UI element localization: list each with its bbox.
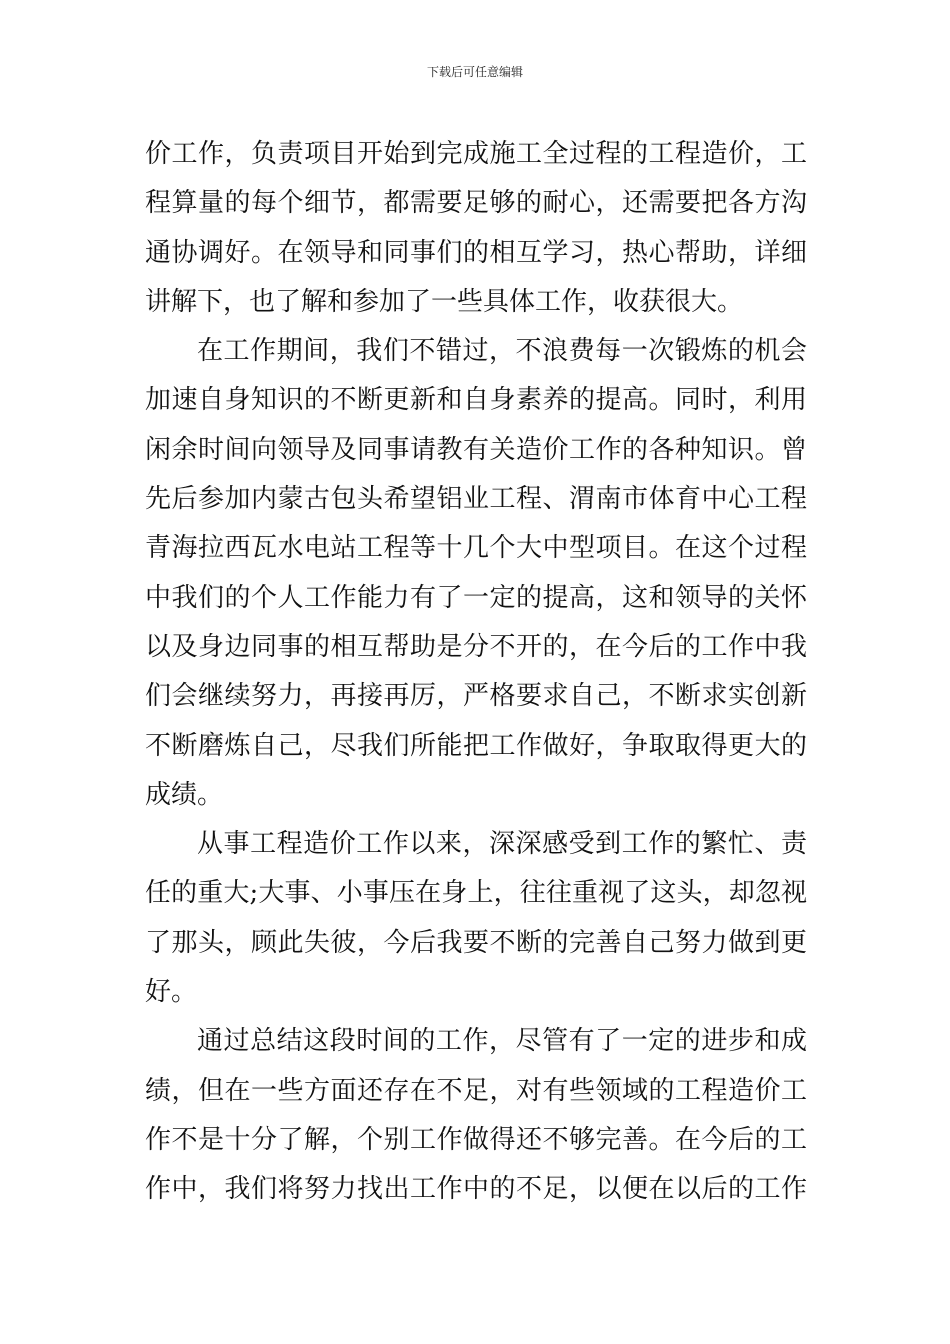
text-line: 在工作期间，我们不错过，不浪费每一次锻炼的机会	[197, 336, 807, 367]
text-line: 以及身边同事的相互帮助是分不开的，在今后的工作中我	[145, 631, 807, 662]
text-line: 成绩。	[145, 779, 224, 810]
text-line: 中我们的个人工作能力有了一定的提高，这和领导的关怀	[145, 582, 807, 613]
text-line: 价工作，负责项目开始到完成施工全过程的工程造价，工	[145, 139, 807, 169]
document-body	[145, 130, 807, 1215]
text-line: 从事工程造价工作以来，深深感受到工作的繁忙、责	[197, 829, 807, 860]
text-line: 加速自身知识的不断更新和自身素养的提高。同时，利用	[145, 385, 807, 416]
text-line: 青海拉西瓦水电站工程等十几个大中型项目。在这个过程	[145, 533, 807, 564]
text-line: 闲余时间向领导及同事请教有关造价工作的各种知识。曾	[145, 434, 807, 465]
page-header: 下载后可任意编辑	[426, 65, 523, 79]
text-line: 任的重大;大事、小事压在身上，往往重视了这头，却忽视	[145, 878, 807, 909]
text-line: 先后参加内蒙古包头希望铝业工程、渭南市体育中心工程	[145, 484, 807, 515]
text-line: 通过总结这段时间的工作，尽管有了一定的进步和成	[197, 1026, 807, 1057]
text-line: 作中，我们将努力找出工作中的不足，以便在以后的工作	[145, 1174, 807, 1205]
text-line: 们会继续努力，再接再厉，严格要求自己，不断求实创新	[145, 681, 807, 712]
text-line: 不断磨炼自己，尽我们所能把工作做好，争取取得更大的	[145, 730, 807, 761]
text-line: 程算量的每个细节，都需要足够的耐心，还需要把各方沟	[145, 188, 807, 219]
text-line: 绩，但在一些方面还存在不足，对有些领域的工程造价工	[145, 1075, 807, 1106]
text-line: 通协调好。在领导和同事们的相互学习，热心帮助，详细	[145, 237, 807, 268]
text-line: 讲解下，也了解和参加了一些具体工作，收获很大。	[145, 286, 744, 317]
text-line: 了那头，顾此失彼，今后我要不断的完善自己努力做到更	[145, 927, 807, 958]
text-line: 作不是十分了解，个别工作做得还不够完善。在今后的工	[145, 1124, 807, 1155]
text-line: 好。	[145, 977, 198, 1008]
